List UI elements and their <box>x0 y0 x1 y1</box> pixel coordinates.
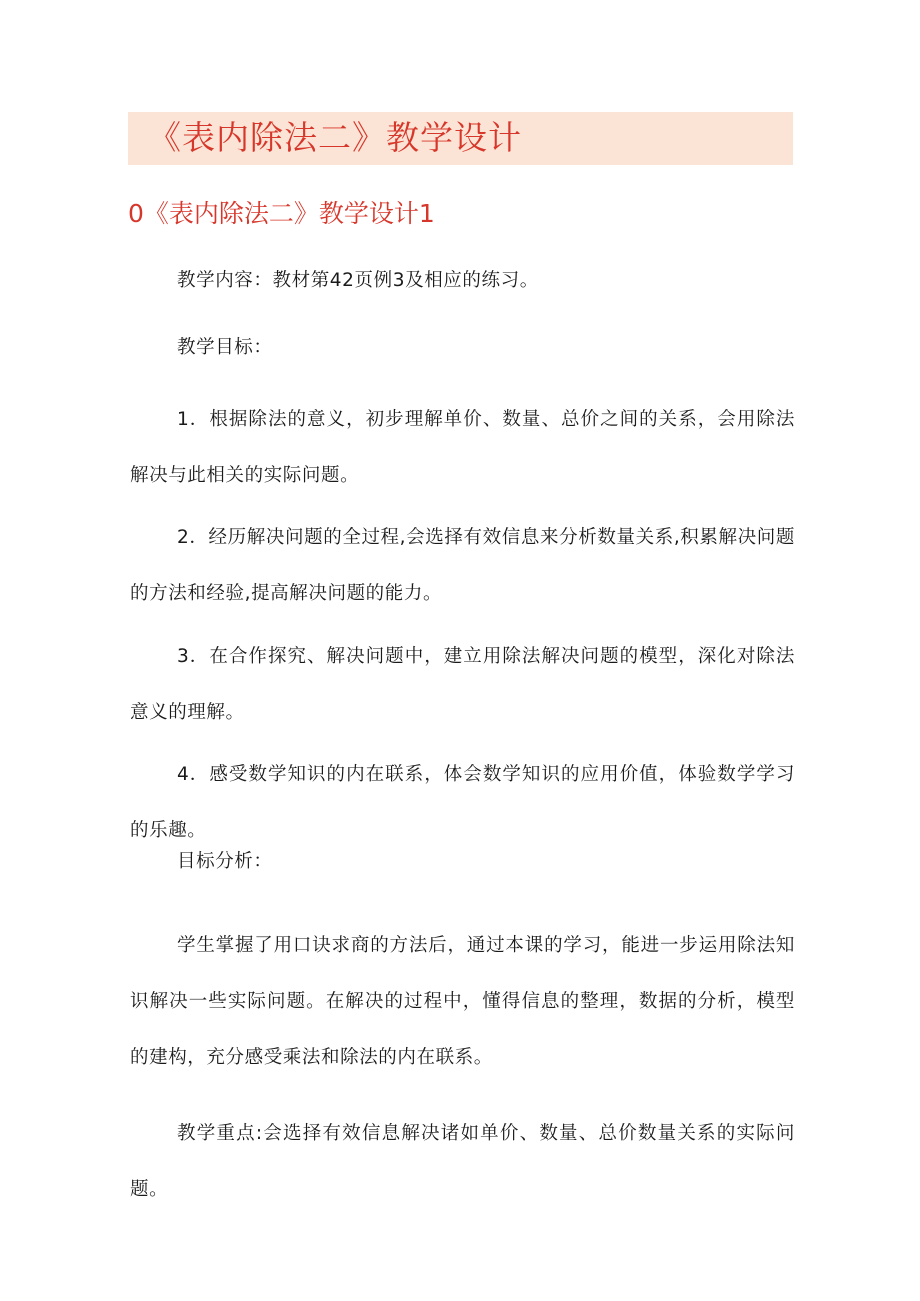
section-heading: 0《表内除法二》教学设计1 <box>128 199 435 228</box>
goal-analysis-label: 目标分析： <box>177 851 273 872</box>
goal-1-paragraph: 1．根据除法的意义，初步理解单价、数量、总价之间的关系，会用除法解决与此相关的实际问题。 <box>130 409 795 486</box>
teaching-key-point-paragraph: 教学重点:会选择有效信息解决诸如单价、数量、总价数量关系的实际问题。 <box>130 1123 795 1200</box>
teaching-goals-label: 教学目标： <box>177 337 273 358</box>
title-banner <box>128 112 793 165</box>
goal-analysis-paragraph: 学生掌握了用口诀求商的方法后，通过本课的学习，能进一步运用除法知识解决一些实际问题。在解决的过程中，懂得信息的整理，数据的分析，模型的建构，充分感受乘法和除法的内在联系。 <box>130 935 795 1068</box>
goal-3-paragraph: 3．在合作探究、解决问题中，建立用除法解决问题的模型，深化对除法意义的理解。 <box>130 646 795 723</box>
teaching-content-paragraph: 教学内容：教材第42页例3及相应的练习。 <box>177 270 539 291</box>
document-title: 《表内除法二》教学设计 <box>148 118 522 157</box>
goal-2-paragraph: 2．经历解决问题的全过程,会选择有效信息来分析数量关系,积累解决问题的方法和经验,提高解决问题的能力。 <box>130 527 795 604</box>
goal-4-paragraph: 4．感受数学知识的内在联系，体会数学知识的应用价值，体验数学学习的乐趣。 <box>130 764 795 841</box>
